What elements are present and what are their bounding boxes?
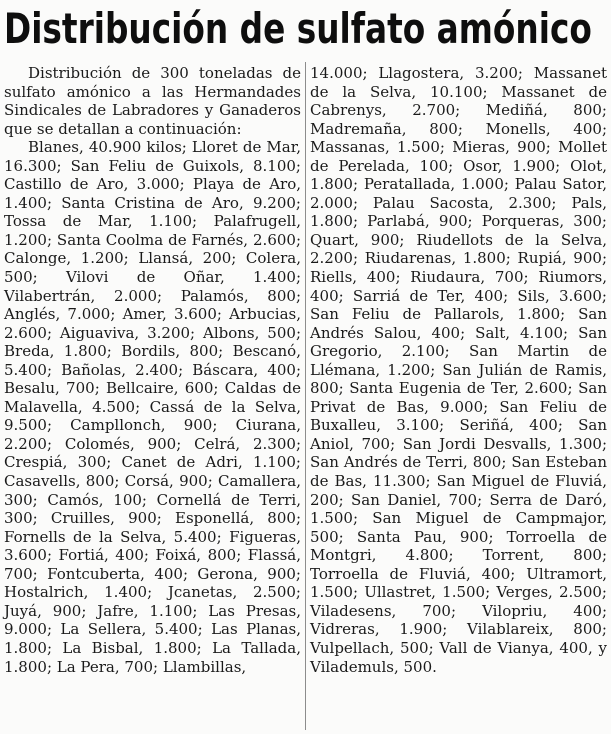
headline: Distribución de sulfato amónico [4, 4, 592, 53]
intro-paragraph: Distribución de 300 toneladas de sulfato amónico a las Hermandades Sindicales de Labradores y Ganaderos que se detallan a continuación: [4, 64, 301, 138]
left-column [4, 64, 301, 676]
distribution-list-part-2: 14.000; Llagostera, 3.200; Massanet de la Selva, 10.100; Massanet de Cabrenys, 2.700; Mediñá, 800; Madremaña, 800; Monells, 400; Massanas, 1.500; Mieras, 900; Mollet de Perelada, 100; Osor, 1.900; Olot, 1.800; Peratallada, 1.000; Palau Sator, 2.000; Palau Sacosta, 2.300; Pals, 1.800; Parlabá, 900; Porqueras, 300; Quart, 900; Riudellots de la Selva, 2.200; Riudarenas, 1.800; Rupiá, 900; Riells, 400; Riudaura, 700; Riumors, 400; Sarriá de Ter, 400; Sils, 3.600; San Feliu de Pallarols, 1.800; San Andrés Salou, 400; Salt, 4.100; San Gregorio, 2.100; San Martin de Llémana, 1.200; San Julián de Ramis, 800; Santa Eugenia de Ter, 2.600; San Privat de Bas, 9.000; San Feliu de Buxalleu, 3.100; Seriñá, 400; San Aniol, 700; San Jordi Desvalls, 1.300; San Andrés de Terri, 800; San Esteban de Bas, 11.300; San Miguel de Fluviá, 200; San Daniel, 700; Serra de Daró, 1.500; San Miguel de Campmajor, 500; Santa Pau, 900; Torroella de Montgri, 4.800; Torrent, 800; Torroella de Fluviá, 400; Ultramort, 1.500; Ullastret, 1.500; Verges, 2.500; Viladesens, 700; Vilopriu, 400; Vidreras, 1.900; Vilablareix, 800; Vulpellach, 500; Vall de Vianya, 400, y Vilademuls, 500. [310, 64, 607, 676]
column-divider [305, 62, 306, 730]
right-column [310, 64, 607, 676]
distribution-list-part-1: Blanes, 40.900 kilos; Lloret de Mar, 16.300; San Feliu de Guixols, 8.100; Castillo de Aro, 3.000; Playa de Aro, 1.400; Santa Cristina de Aro, 9.200; Tossa de Mar, 1.100; Palafrugell, 1.200; Santa Coolma de Farnés, 2.600; Calonge, 1.200; Llansá, 200; Colera, 500; Vilovi de Oñar, 1.400; Vilabertrán, 2.000; Palamós, 800; Anglés, 7.000; Amer, 3.600; Arbucias, 2.600; Aiguaviva, 3.200; Albons, 500; Breda, 1.800; Bordils, 800; Bescanó, 5.400; Bañolas, 2.400; Báscara, 400; Besalu, 700; Bellcaire, 600; Caldas de Malavella, 4.500; Cassá de la Selva, 9.500; Campllonch, 900; Ciurana, 2.200; Colomés, 900; Celrá, 2.300; Crespiá, 300; Canet de Adri, 1.100; Casavells, 800; Corsá, 900; Camallera, 300; Camós, 100; Cornellá de Terri, 300; Cruilles, 900; Esponellá, 800; Fornells de la Selva, 5.400; Figueras, 3.600; Fortiá, 400; Foixá, 800; Flassá, 700; Fontcuberta, 400; Gerona, 900; Hostalrich, 1.400; Jcanetas, 2.500; Juyá, 900; Jafre, 1.100; Las Presas, 9.000; La Sellera, 5.400; Las Planas, 1.800; La Bisbal, 1.800; La Tallada, 1.800; La Pera, 700; Llambillas, [4, 138, 301, 676]
